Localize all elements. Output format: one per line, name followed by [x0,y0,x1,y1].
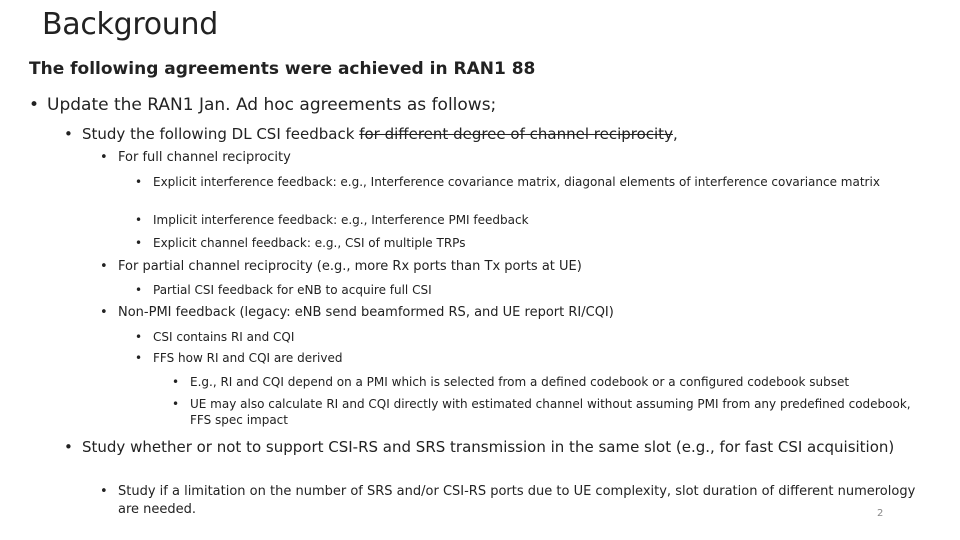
bullet-text: FFS how RI and CQI are derived [153,351,343,365]
bullet-explicit-channel [135,235,900,251]
bullet-text: CSI contains RI and CQI [153,330,295,344]
bullet-ue-calculate [172,396,912,428]
bullet-csi-ri-cqi [135,329,900,345]
bullet-text: Explicit interference feedback: e.g., Interference covariance matrix, diagonal elements of interference covariance matrix [153,175,880,189]
bullet-text: For full channel reciprocity [118,150,291,165]
bullet-study-dl-csi [64,124,924,144]
bullet-text: Update the RAN1 Jan. Ad hoc agreements as follows; [47,95,497,115]
bullet-text: Study if a limitation on the number of SRS and/or CSI-RS ports due to UE complexity, slot duration of different numerology are needed. [118,484,916,517]
bullet-dot: • [135,236,143,250]
bullet-explicit-interference [135,174,900,190]
bullet-dot: • [100,259,108,274]
bullet-dot: • [100,484,108,499]
bullet-text: E.g., RI and CQI depend on a PMI which is selected from a defined codebook or a configured codebook subset [190,375,850,389]
bullet-ri-cqi-depend [172,374,912,390]
bullet-dot: • [100,150,108,165]
bullet-partial-csi [135,282,900,298]
bullet-implicit-interference [135,212,900,228]
bullet-ffs-derived [135,350,900,366]
bullet-dot: • [135,351,143,365]
bullet-dot: • [135,175,143,189]
bullet-partial-reciprocity [100,258,920,276]
text-segment: , [672,125,678,143]
strikethrough-text: for different degree of channel reciprocity [359,125,673,143]
bullet-dot: • [135,330,143,344]
bullet-text [82,124,924,144]
text-segment: Study the following DL CSI feedback [82,125,360,143]
bullet-dot: • [64,438,73,456]
page-number: 2 [877,508,884,519]
slide-title: Background [42,7,218,42]
bullet-update-agreements [29,94,929,116]
bullet-text: Implicit interference feedback: e.g., Interference PMI feedback [153,213,529,227]
bullet-non-pmi [100,304,920,322]
bullet-text: Explicit channel feedback: e.g., CSI of multiple TRPs [153,236,466,250]
bullet-text: Partial CSI feedback for eNB to acquire full CSI [153,283,432,297]
bullet-study-limitation [100,483,930,519]
bullet-dot: • [29,95,40,115]
bullet-dot: • [172,397,180,411]
bullet-dot: • [100,305,108,320]
bullet-text: Study whether or not to support CSI-RS and SRS transmission in the same slot (e.g., for fast CSI acquisition) [82,438,895,456]
bullet-text: For partial channel reciprocity (e.g., more Rx ports than Tx ports at UE) [118,259,582,274]
bullet-study-csi-rs-srs [64,437,924,457]
bullet-dot: • [135,283,143,297]
bullet-text: UE may also calculate RI and CQI directly with estimated channel without assuming PMI from any predefined codebook, FFS spec impact [190,397,911,427]
slide-subheading: The following agreements were achieved in RAN1 88 [29,59,536,79]
bullet-dot: • [172,375,180,389]
bullet-dot: • [135,213,143,227]
bullet-dot: • [64,125,73,143]
bullet-text: Non-PMI feedback (legacy: eNB send beamformed RS, and UE report RI/CQI) [118,305,614,320]
bullet-full-reciprocity [100,149,920,167]
